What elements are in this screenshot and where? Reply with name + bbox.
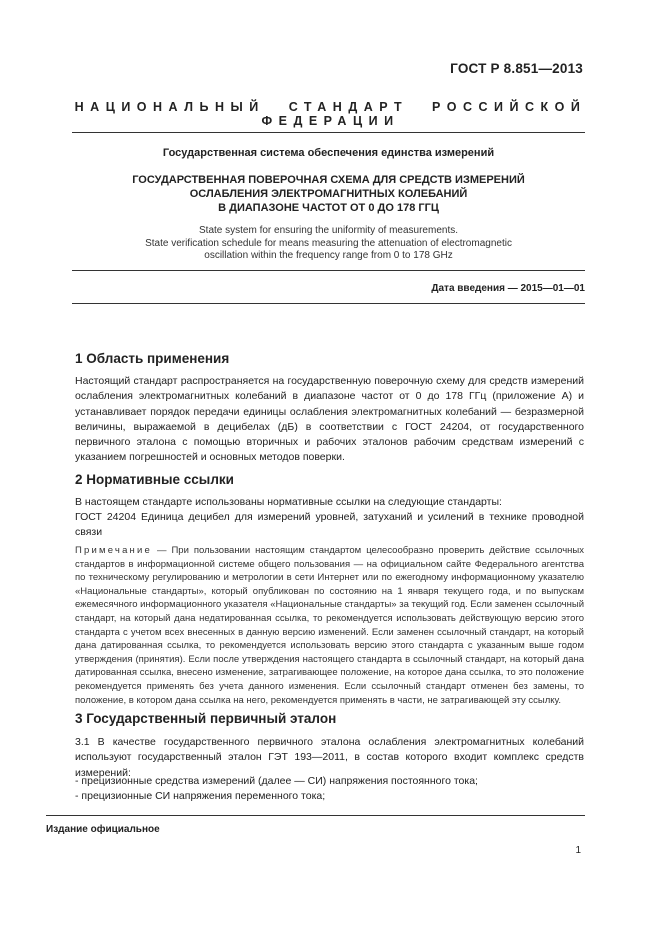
title-line: ОСЛАБЛЕНИЯ ЭЛЕКТРОМАГНИТНЫХ КОЛЕБАНИЙ xyxy=(189,188,468,200)
section-3-heading: 3 Государственный первичный эталон xyxy=(75,711,337,726)
title-line: В ДИАПАЗОНЕ ЧАСТОТ ОТ 0 ДО 178 ГГЦ xyxy=(218,202,439,214)
note-label: Примечание xyxy=(75,545,152,556)
section-2-reference: ГОСТ 24204 Единица децибел для измерений уровней, затуханий и усилений в технике проводной связи xyxy=(75,511,584,539)
date-divider xyxy=(72,303,585,304)
top-divider xyxy=(72,132,585,133)
section-3-text: 3.1 В качестве государственного первичного эталона ослабления электромагнитных колебаний используют государственный эталон ГЭТ 193—2011, в состав которого входит комплекс средств измерений: xyxy=(75,736,584,779)
national-standard-heading: НАЦИОНАЛЬНЫЙ СТАНДАРТ РОССИЙСКОЙ ФЕДЕРАЦИИ xyxy=(74,100,587,128)
section-2-note xyxy=(75,544,584,707)
list-item: - прецизионные СИ напряжения переменного тока; xyxy=(75,790,326,803)
list-item: - прецизионные средства измерений (далее — СИ) напряжения постоянного тока; xyxy=(75,775,478,787)
footer-divider xyxy=(46,815,585,816)
english-title-line: oscillation within the frequency range from 0 to 178 GHz xyxy=(204,250,453,261)
effective-date: Дата введения — 2015—01—01 xyxy=(431,283,585,294)
system-title: Государственная система обеспечения единства измерений xyxy=(162,147,495,159)
title-line: ГОСУДАРСТВЕННАЯ ПОВЕРОЧНАЯ СХЕМА ДЛЯ СРЕДСТВ ИЗМЕРЕНИЙ xyxy=(132,174,525,186)
english-title xyxy=(72,225,585,263)
title-divider xyxy=(72,270,585,271)
page-number: 1 xyxy=(575,845,581,856)
edition-label: Издание официальное xyxy=(46,824,160,835)
note-text: — При пользовании настоящим стандартом целесообразно проверить действие ссылочных стандартов в информационной системе общего пользования — на официальном сайте Федерального агентства по техническому регулированию и метрологии в сети Интернет или по ежегодному информационному указателю «Национальные стандарты», который опубликован по состоянию на 1 января текущего года, и по выпускам ежемесячного информационного указателя «Национальные стандарты» за текущий год. Если заменен ссылочный стандарт, на который дана недатированная ссылка, то рекомендуется использовать действующую версию этого стандарта с учетом всех внесенных в данную версию изменений. Если заменен ссылочный стандарт, на который дана датированная ссылка, то рекомендуется использовать версию этого стандарта с указанным выше годом утверждения (принятия). Если после утверждения настоящего стандарта в ссылочный стандарт, на который дана датированная ссылка, внесено изменение, затрагивающее положение, на которое дана ссылка, то это положение рекомендуется применять без учета данного изменения. Если ссылочный стандарт отменен без замены, то положение, в котором дана ссылка на него, рекомендуется применять в части, не затрагивающей эту ссылку. xyxy=(75,545,584,706)
section-1-text: Настоящий стандарт распространяется на государственную поверочную схему для средств измерений ослабления электромагнитных колебаний в диапазоне частот от 0 до 178 ГГц (приложение А) и устанавливает порядок передачи единицы ослабления электромагнитных колебаний — безразмерной величины, выражаемой в децибелах (дБ) в соответствии с ГОСТ 24204, от государственного первичного эталона с помощью вторичных и рабочих эталонов рабочим средствам измерений с указанием погрешностей и основных методов поверки. xyxy=(75,375,584,464)
english-title-line: State system for ensuring the uniformity of measurements. xyxy=(199,225,458,236)
english-title-line: State verification schedule for means measuring the attenuation of electromagnetic xyxy=(145,237,512,249)
section-2-intro: В настоящем стандарте использованы нормативные ссылки на следующие стандарты: xyxy=(75,496,502,508)
document-code: ГОСТ Р 8.851—2013 xyxy=(450,61,583,76)
section-3-list xyxy=(75,774,584,805)
section-2-heading: 2 Нормативные ссылки xyxy=(75,472,234,487)
section-1-heading: 1 Область применения xyxy=(75,351,230,366)
document-title xyxy=(72,173,585,215)
